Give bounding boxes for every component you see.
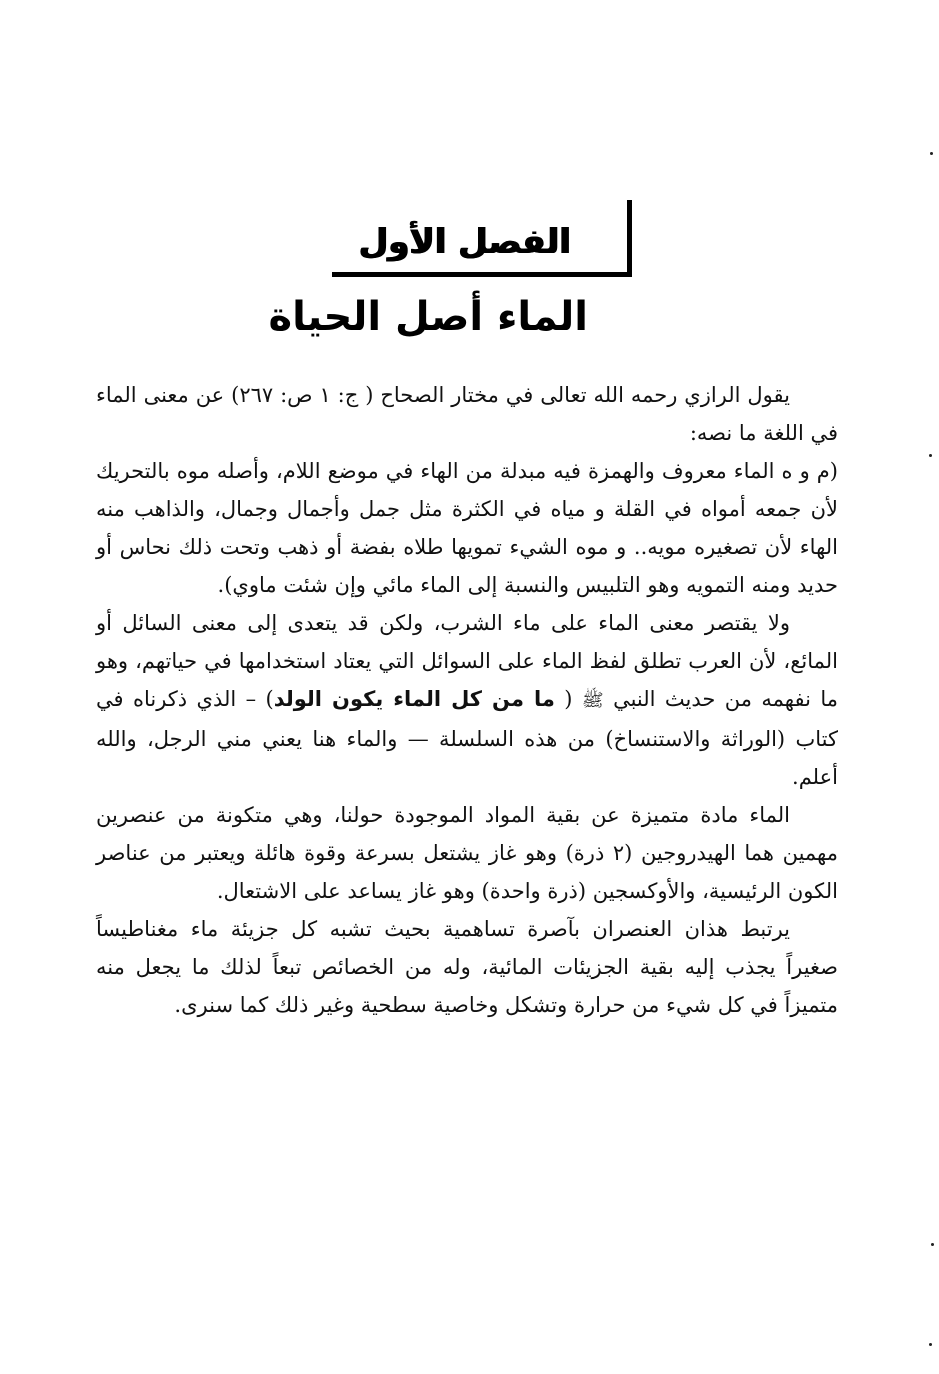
- paragraph-3: [96, 604, 838, 796]
- hadith-quote: ما من كل الماء يكون الولد: [273, 687, 555, 711]
- scan-speck: [929, 1343, 932, 1346]
- paragraph-4: الماء مادة متميزة عن بقية المواد الموجودة حولنا، وهي متكونة من عنصرين مهمين هما الهيدروجين (٢ ذرة) وهو غاز يشتعل بسرعة وقوة هائلة ويعتبر من عناصر الكون الرئيسية، والأوكسجين (ذرة واحدة) وهو غاز يساعد على الاشتعال.: [96, 803, 838, 903]
- paragraph-2-quote: (م و ه الماء معروف والهمزة فيه مبدلة من الهاء في موضع اللام، وأصله موه بالتحريك لأن جمعه أمواه في القلة و مياه في الكثرة مثل جمل وأجمال وجمال، والذاهب منه الهاء لأن تصغيره مويه.. و موه الشيء تمويها طلاه بفضة أو ذهب وتحت ذلك نحاس أو حديد ومنه التمويه وهو التلبيس والنسبة إلى الماء مائي وإن شئت ماوي).: [96, 459, 838, 597]
- heading-vertical-rule: [627, 200, 632, 274]
- scan-speck: [929, 454, 932, 457]
- chapter-title: الماء أصل الحياة: [268, 294, 588, 340]
- body-text: [96, 376, 838, 1024]
- scan-speck: [930, 152, 933, 155]
- paragraph-1: يقول الرازي رحمه الله تعالى في مختار الصحاح ( ج: ١ ص: ٢٦٧) عن معنى الماء في اللغة ما نصه:: [96, 383, 838, 445]
- chapter-label: الفصل الأول: [358, 222, 571, 262]
- paragraph-3-open-paren: (: [564, 687, 573, 711]
- paragraph-5: يرتبط هذان العنصران بآصرة تساهمية بحيث تشبه كل جزيئة ماء مغناطيساً صغيراً يجذب إليه بقية الجزيئات المائية، وله من الخصائص تبعاً لذلك ما يجعل منه متميزاً في كل شيء من حرارة وتشكل وخاصية سطحية وغير ذلك كما سنرى.: [96, 917, 838, 1017]
- scan-speck: [931, 1243, 934, 1246]
- prophet-salutation-symbol: ﷺ: [581, 690, 604, 711]
- paragraph-3-text: ولا يقتصر معنى الماء على ماء الشرب، ولكن قد يتعدى إلى معنى السائل أو المائع، لأن العرب تطلق لفظ الماء على السوائل التي يعتاد استخدامها في حياتهم، وهو ما نفهمه من حديث النبي: [96, 611, 838, 711]
- heading-horizontal-rule: [332, 272, 632, 277]
- paragraph-3-text-end: ) – الذي ذكرناه في كتاب (الوراثة والاستنساخ) من هذه السلسلة — والماء هنا يعني مني الرجل، والله أعلم.: [96, 687, 838, 789]
